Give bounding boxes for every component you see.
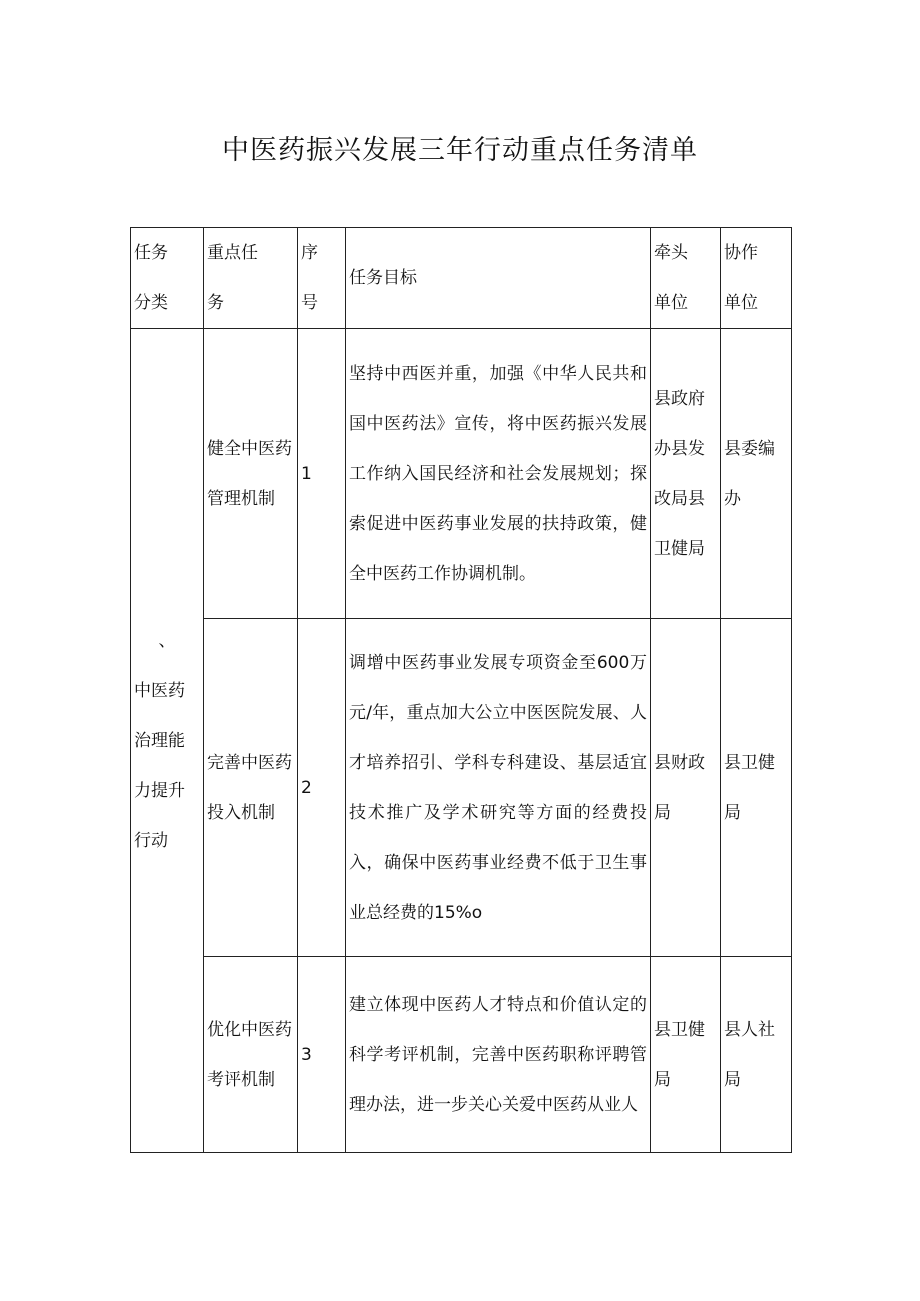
task-cell: 优化中医药考评机制 xyxy=(204,957,298,1153)
task-cell: 健全中医药管理机制 xyxy=(204,329,298,619)
header-num: 序 号 xyxy=(298,228,346,329)
header-assist: 协作 单位 xyxy=(721,228,792,329)
task-table xyxy=(130,227,792,1153)
lead-cell: 县卫健局 xyxy=(651,957,721,1153)
assist-cell: 县人社局 xyxy=(721,957,792,1153)
num-cell: 3 xyxy=(298,957,346,1153)
assist-cell: 县卫健局 xyxy=(721,619,792,957)
header-category: 任务 分类 xyxy=(131,228,204,329)
header-target: 任务目标 xyxy=(346,228,651,329)
task-cell: 完善中医药投入机制 xyxy=(204,619,298,957)
table-header-row xyxy=(131,228,792,329)
category-label: 中医药治理能力提升行动 xyxy=(134,680,185,851)
target-cell: 坚持中西医并重，加强《中华人民共和国中医药法》宣传，将中医药振兴发展工作纳入国民经济和社会发展规划；探索促进中医药事业发展的扶持政策，健全中医药工作协调机制。 xyxy=(346,329,651,619)
num-cell: 1 xyxy=(298,329,346,619)
num-cell: 2 xyxy=(298,619,346,957)
table-row xyxy=(131,329,792,619)
category-mark: 、 xyxy=(158,630,176,651)
assist-cell: 县委编办 xyxy=(721,329,792,619)
lead-cell: 县政府办县发改局县卫健局 xyxy=(651,329,721,619)
target-cell: 调增中医药事业发展专项资金至600万元/年，重点加大公立中医医院发展、人才培养招引、学科专科建设、基层适宜技术推广及学术研究等方面的经费投入，确保中医药事业经费不低于卫生事业总经费的15%o xyxy=(346,619,651,957)
header-lead: 牵头 单位 xyxy=(651,228,721,329)
category-cell xyxy=(131,329,204,1153)
table-row xyxy=(131,957,792,1153)
header-task: 重点任 务 xyxy=(204,228,298,329)
target-cell: 建立体现中医药人才特点和价值认定的科学考评机制，完善中医药职称评聘管理办法，进一步关心关爱中医药从业人 xyxy=(346,957,651,1153)
lead-cell: 县财政局 xyxy=(651,619,721,957)
table-row xyxy=(131,619,792,957)
document-title: 中医药振兴发展三年行动重点任务清单 xyxy=(222,135,698,166)
